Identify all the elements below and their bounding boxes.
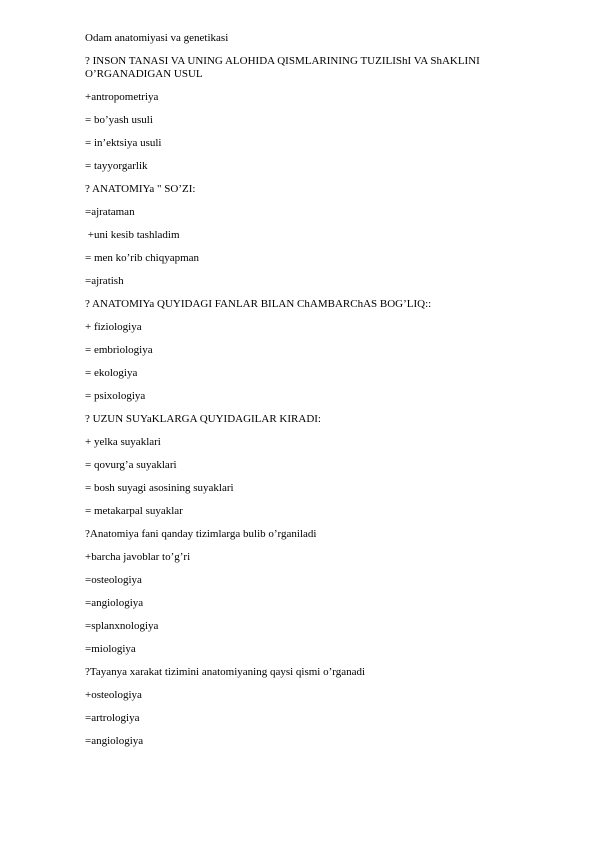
answer-option: = embriologiya xyxy=(85,344,153,356)
answer-correct: +barcha javoblar to’g’ri xyxy=(85,551,191,563)
answer-option: = qovurg’a suyaklari xyxy=(85,459,177,471)
answer-option: =angiologiya xyxy=(85,597,144,609)
question-4: ? UZUN SUYaKLARGA QUYIDAGILAR KIRADI: xyxy=(85,413,321,425)
answer-option: = tayyorgarlik xyxy=(85,160,148,172)
answer-option: =ajratish xyxy=(85,275,124,287)
question-3: ? ANATOMIYa QUYIDAGI FANLAR BILAN ChAMBARChAS BOG’LIQ:: xyxy=(85,298,432,310)
question-5: ?Anatomiya fani qanday tizimlarga bulib o’rganiladi xyxy=(85,528,317,540)
question-6: ?Tayanya xarakat tizimini anatomiyaning qaysi qismi o’rganadi xyxy=(85,666,366,678)
answer-option: = psixologiya xyxy=(85,390,146,402)
answer-option: = ekologiya xyxy=(85,367,138,379)
question-1: ? INSON TANASI VA UNING ALOHIDA QISMLARINING TUZILIShI VA ShAKLINI O’RGANADIGAN USUL xyxy=(85,55,483,80)
document-title: Odam anatomiyasi va genetikasi xyxy=(85,32,229,44)
answer-option: = in’ektsiya usuli xyxy=(85,137,162,149)
answer-option: = metakarpal suyaklar xyxy=(85,505,183,517)
answer-correct: +antropometriya xyxy=(85,91,159,103)
answer-option: =osteologiya xyxy=(85,574,142,586)
answer-option: =splanxnologiya xyxy=(85,620,159,632)
answer-correct: +uni kesib tashladim xyxy=(85,229,180,241)
answer-option: =ajrataman xyxy=(85,206,135,218)
answer-correct: +osteologiya xyxy=(85,689,142,701)
answer-option: = men ko’rib chiqyapman xyxy=(85,252,200,264)
answer-option: =artrologiya xyxy=(85,712,140,724)
question-2: ? ANATOMIYa " SO’ZI: xyxy=(85,183,196,195)
answer-correct: + fiziologiya xyxy=(85,321,142,333)
answer-option: = bosh suyagi asosining suyaklari xyxy=(85,482,234,494)
answer-option: =angiologiya xyxy=(85,735,144,747)
answer-option: =miologiya xyxy=(85,643,136,655)
answer-option: = bo’yash usuli xyxy=(85,114,153,126)
answer-correct: + yelka suyaklari xyxy=(85,436,161,448)
